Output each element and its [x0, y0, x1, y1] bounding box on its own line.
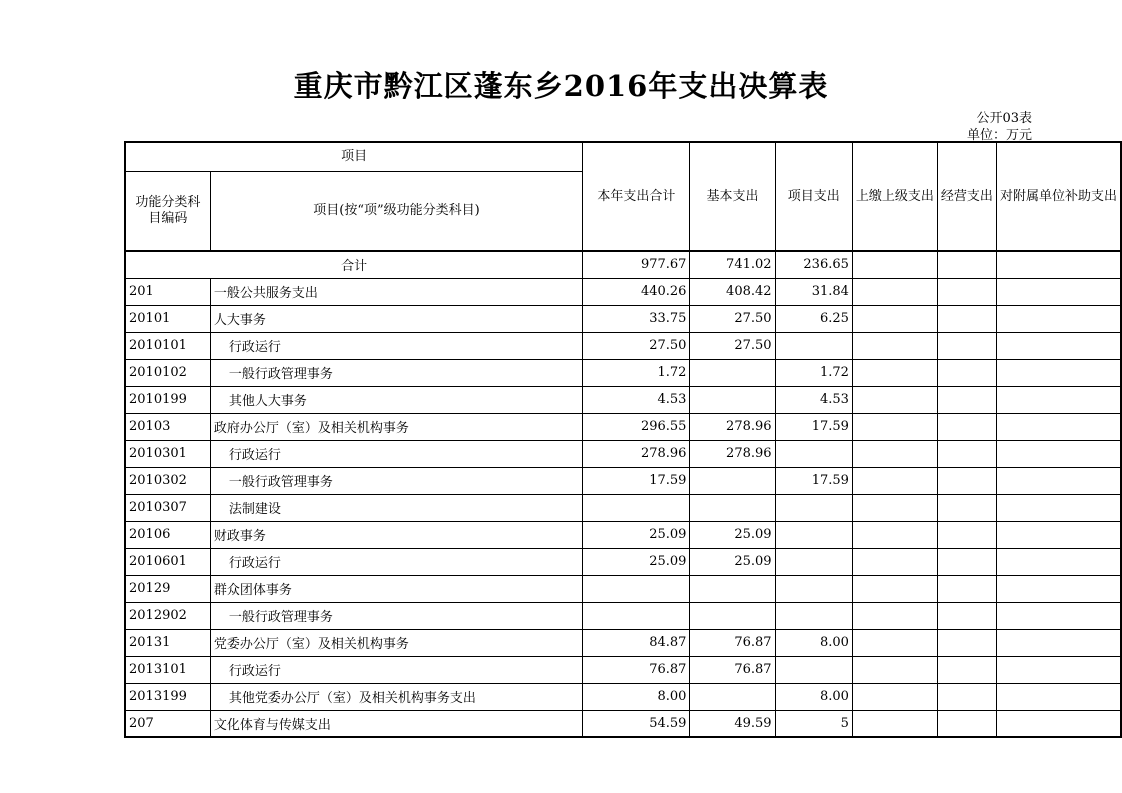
- row-operating-cell: [937, 440, 996, 467]
- row-code: 201: [125, 278, 210, 305]
- row-code: 2010301: [125, 440, 210, 467]
- row-basic-cell: 27.50: [690, 305, 775, 332]
- total-subsidiary-cell: [996, 251, 1121, 278]
- table-row: [125, 602, 1121, 629]
- row-total-cell: 17.59: [583, 467, 690, 494]
- row-operating-cell: [937, 602, 996, 629]
- row-subsidiary-cell: [996, 305, 1121, 332]
- row-operating-cell: [937, 305, 996, 332]
- row-project-cell: [775, 548, 852, 575]
- row-operating-cell: [937, 386, 996, 413]
- row-subsidiary-cell: [996, 359, 1121, 386]
- row-upper-cell: [852, 278, 937, 305]
- row-basic-cell: 278.96: [690, 440, 775, 467]
- row-name: 行政运行: [210, 548, 582, 575]
- row-code: 2012902: [125, 602, 210, 629]
- total-cell: 977.67: [583, 251, 690, 278]
- row-subsidiary-cell: [996, 413, 1121, 440]
- row-name: 其他党委办公厅（室）及相关机构事务支出: [210, 683, 582, 710]
- total-row: [125, 251, 1121, 278]
- row-name: 政府办公厅（室）及相关机构事务: [210, 413, 582, 440]
- row-subsidiary-cell: [996, 656, 1121, 683]
- row-code: 2010302: [125, 467, 210, 494]
- row-code: 20106: [125, 521, 210, 548]
- row-basic-cell: 76.87: [690, 656, 775, 683]
- row-basic-cell: [690, 359, 775, 386]
- form-code: 公开03表: [976, 111, 1032, 126]
- row-basic-cell: 49.59: [690, 710, 775, 737]
- row-operating-cell: [937, 710, 996, 737]
- row-name: 群众团体事务: [210, 575, 582, 602]
- row-total-cell: [583, 602, 690, 629]
- row-total-cell: 4.53: [583, 386, 690, 413]
- row-total-cell: 25.09: [583, 521, 690, 548]
- row-name: 党委办公厅（室）及相关机构事务: [210, 629, 582, 656]
- header-row-1: [125, 142, 1121, 171]
- row-basic-cell: 25.09: [690, 548, 775, 575]
- row-subsidiary-cell: [996, 494, 1121, 521]
- row-operating-cell: [937, 332, 996, 359]
- row-code: 20131: [125, 629, 210, 656]
- unit-label: 单位：万元: [966, 128, 1032, 143]
- row-name: 一般行政管理事务: [210, 359, 582, 386]
- row-basic-cell: [690, 683, 775, 710]
- row-subsidiary-cell: [996, 332, 1121, 359]
- row-operating-cell: [937, 359, 996, 386]
- row-subsidiary-cell: [996, 602, 1121, 629]
- row-subsidiary-cell: [996, 629, 1121, 656]
- row-project-cell: 6.25: [775, 305, 852, 332]
- row-operating-cell: [937, 278, 996, 305]
- row-upper-cell: [852, 521, 937, 548]
- row-upper-cell: [852, 602, 937, 629]
- row-operating-cell: [937, 413, 996, 440]
- row-name: 一般行政管理事务: [210, 602, 582, 629]
- row-total-cell: 8.00: [583, 683, 690, 710]
- row-subsidiary-cell: [996, 386, 1121, 413]
- row-project-cell: [775, 656, 852, 683]
- table-row: [125, 710, 1121, 737]
- row-subsidiary-cell: [996, 548, 1121, 575]
- table-row: [125, 305, 1121, 332]
- row-subsidiary-cell: [996, 467, 1121, 494]
- row-subsidiary-cell: [996, 278, 1121, 305]
- table-row: [125, 494, 1121, 521]
- row-upper-cell: [852, 305, 937, 332]
- row-project-cell: 8.00: [775, 683, 852, 710]
- row-code: 2010307: [125, 494, 210, 521]
- row-upper-cell: [852, 332, 937, 359]
- row-operating-cell: [937, 683, 996, 710]
- row-code: 2010102: [125, 359, 210, 386]
- row-total-cell: 278.96: [583, 440, 690, 467]
- row-total-cell: 54.59: [583, 710, 690, 737]
- row-code: 207: [125, 710, 210, 737]
- table-row: [125, 575, 1121, 602]
- row-upper-cell: [852, 656, 937, 683]
- row-name: 一般行政管理事务: [210, 467, 582, 494]
- row-project-cell: 17.59: [775, 413, 852, 440]
- row-basic-cell: 408.42: [690, 278, 775, 305]
- row-project-cell: 1.72: [775, 359, 852, 386]
- table-row: [125, 548, 1121, 575]
- row-basic-cell: [690, 575, 775, 602]
- table-row: [125, 629, 1121, 656]
- row-code: 2010101: [125, 332, 210, 359]
- row-total-cell: 1.72: [583, 359, 690, 386]
- row-subsidiary-cell: [996, 575, 1121, 602]
- row-project-cell: [775, 575, 852, 602]
- row-operating-cell: [937, 521, 996, 548]
- row-subsidiary-cell: [996, 440, 1121, 467]
- header-operating: 经营支出: [937, 142, 996, 251]
- total-upper-cell: [852, 251, 937, 278]
- row-upper-cell: [852, 575, 937, 602]
- document-title: 重庆市黔江区蓬东乡2016年支出决算表: [293, 69, 829, 103]
- row-project-cell: [775, 332, 852, 359]
- row-upper-cell: [852, 386, 937, 413]
- row-total-cell: [583, 494, 690, 521]
- row-basic-cell: 76.87: [690, 629, 775, 656]
- table-row: [125, 332, 1121, 359]
- row-project-cell: 5: [775, 710, 852, 737]
- row-operating-cell: [937, 494, 996, 521]
- header-project-expense: 项目支出: [775, 142, 852, 251]
- row-project-cell: [775, 494, 852, 521]
- expenditure-table: [124, 141, 1122, 738]
- row-basic-cell: [690, 494, 775, 521]
- row-code: 2010601: [125, 548, 210, 575]
- row-operating-cell: [937, 629, 996, 656]
- row-upper-cell: [852, 494, 937, 521]
- row-total-cell: 84.87: [583, 629, 690, 656]
- row-total-cell: 76.87: [583, 656, 690, 683]
- table-row: [125, 413, 1121, 440]
- row-operating-cell: [937, 575, 996, 602]
- row-code: 20129: [125, 575, 210, 602]
- row-code: 20101: [125, 305, 210, 332]
- row-total-cell: 440.26: [583, 278, 690, 305]
- row-project-cell: [775, 440, 852, 467]
- row-name: 行政运行: [210, 440, 582, 467]
- total-operating-cell: [937, 251, 996, 278]
- row-operating-cell: [937, 467, 996, 494]
- row-upper-cell: [852, 440, 937, 467]
- row-code: 2010199: [125, 386, 210, 413]
- row-total-cell: 296.55: [583, 413, 690, 440]
- header-subsidiary: 对附属单位补助支出: [996, 142, 1121, 251]
- row-total-cell: 27.50: [583, 332, 690, 359]
- row-upper-cell: [852, 467, 937, 494]
- row-basic-cell: [690, 386, 775, 413]
- row-name: 财政事务: [210, 521, 582, 548]
- row-project-cell: 17.59: [775, 467, 852, 494]
- row-upper-cell: [852, 413, 937, 440]
- table-row: [125, 521, 1121, 548]
- row-upper-cell: [852, 359, 937, 386]
- header-item-name: 项目(按“项”级功能分类科目): [210, 171, 582, 251]
- table-row: [125, 359, 1121, 386]
- row-project-cell: [775, 602, 852, 629]
- row-name: 其他人大事务: [210, 386, 582, 413]
- row-name: 人大事务: [210, 305, 582, 332]
- row-basic-cell: 278.96: [690, 413, 775, 440]
- row-upper-cell: [852, 683, 937, 710]
- row-upper-cell: [852, 548, 937, 575]
- total-label: 合计: [125, 251, 583, 278]
- row-subsidiary-cell: [996, 683, 1121, 710]
- total-basic-cell: 741.02: [690, 251, 775, 278]
- row-basic-cell: [690, 467, 775, 494]
- row-upper-cell: [852, 710, 937, 737]
- row-operating-cell: [937, 656, 996, 683]
- table-row: [125, 683, 1121, 710]
- row-operating-cell: [937, 548, 996, 575]
- header-total: 本年支出合计: [583, 142, 690, 251]
- header-upper: 上缴上级支出: [852, 142, 937, 251]
- header-basic: 基本支出: [690, 142, 775, 251]
- header-code: 功能分类科目编码: [125, 171, 210, 251]
- row-code: 20103: [125, 413, 210, 440]
- row-code: 2013199: [125, 683, 210, 710]
- row-total-cell: 33.75: [583, 305, 690, 332]
- row-name: 行政运行: [210, 656, 582, 683]
- row-total-cell: [583, 575, 690, 602]
- row-basic-cell: 27.50: [690, 332, 775, 359]
- table-row: [125, 278, 1121, 305]
- row-name: 行政运行: [210, 332, 582, 359]
- row-name: 法制建设: [210, 494, 582, 521]
- row-upper-cell: [852, 629, 937, 656]
- row-project-cell: 8.00: [775, 629, 852, 656]
- row-name: 一般公共服务支出: [210, 278, 582, 305]
- header-project: 项目: [125, 142, 583, 171]
- row-basic-cell: 25.09: [690, 521, 775, 548]
- table-row: [125, 656, 1121, 683]
- row-code: 2013101: [125, 656, 210, 683]
- table-row: [125, 467, 1121, 494]
- row-project-cell: [775, 521, 852, 548]
- row-project-cell: 31.84: [775, 278, 852, 305]
- table-row: [125, 386, 1121, 413]
- total-project-cell: 236.65: [775, 251, 852, 278]
- row-subsidiary-cell: [996, 521, 1121, 548]
- row-project-cell: 4.53: [775, 386, 852, 413]
- row-subsidiary-cell: [996, 710, 1121, 737]
- table-row: [125, 440, 1121, 467]
- row-total-cell: 25.09: [583, 548, 690, 575]
- row-name: 文化体育与传媒支出: [210, 710, 582, 737]
- row-basic-cell: [690, 602, 775, 629]
